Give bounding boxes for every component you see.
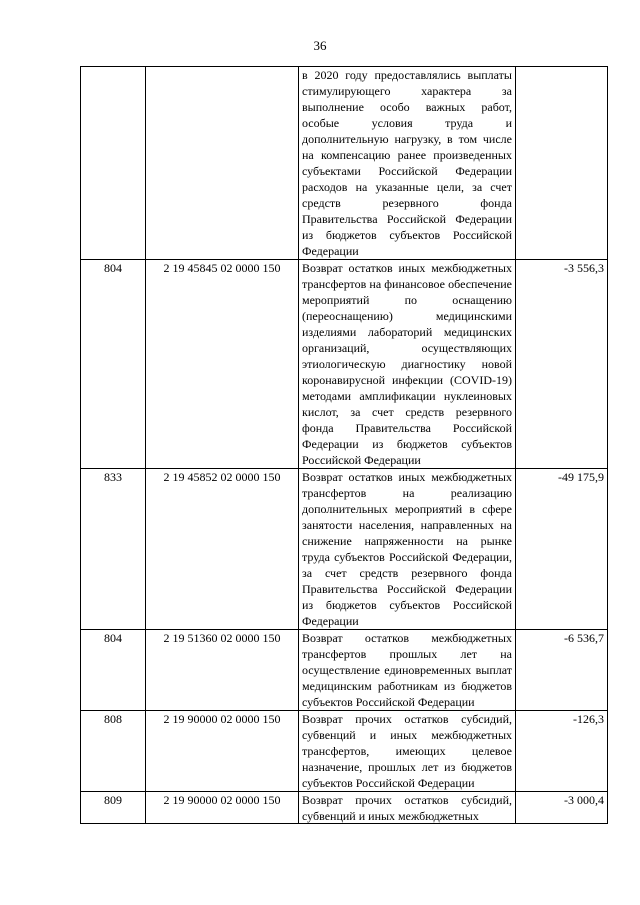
table-row	[81, 792, 608, 824]
amount-cell: -3 556,3	[516, 260, 608, 469]
page-number: 36	[313, 38, 327, 53]
table-row	[81, 67, 608, 260]
amount-cell: -3 000,4	[516, 792, 608, 824]
admin-code-cell: 833	[81, 469, 146, 630]
admin-code-cell: 804	[81, 630, 146, 711]
admin-code-cell: 809	[81, 792, 146, 824]
budget-classification-code-cell: 2 19 45845 02 0000 150	[146, 260, 299, 469]
revenue-name-cell	[299, 792, 516, 824]
admin-code-cell: 804	[81, 260, 146, 469]
admin-code-cell	[81, 67, 146, 260]
amount-cell: -49 175,9	[516, 469, 608, 630]
amount-cell: -6 536,7	[516, 630, 608, 711]
amount-cell: -126,3	[516, 711, 608, 792]
admin-code-cell: 808	[81, 711, 146, 792]
budget-table	[80, 66, 608, 824]
budget-classification-code-cell: 2 19 90000 02 0000 150	[146, 792, 299, 824]
revenue-name-cell: Возврат остатков межбюджетных трансфертов прошлых лет на осуществление единовременных выплат медицинским работникам из бюджетов субъектов Российской Федерации	[299, 630, 516, 711]
amount-cell	[516, 67, 608, 260]
revenue-name-cell: в 2020 году предоставлялись выплаты стимулирующего характера за выполнение особо важных работ, особые условия труда и дополнительную нагрузку, в том числе на компенсацию ранее произведенных субъектами Российской Федерации расходов на указанные цели, за счет средств резервного фонда Правительства Российской Федерации из бюджетов субъектов Российской Федерации	[299, 67, 516, 260]
revenue-name-cell: Возврат прочих остатков субсидий, субвенций и иных межбюджетных трансфертов, имеющих целевое назначение, прошлых лет из бюджетов субъектов Российской Федерации	[299, 711, 516, 792]
revenue-name-text: Возврат прочих остатков субсидий, субвенций и иных межбюджетных	[302, 793, 512, 823]
budget-classification-code-cell: 2 19 90000 02 0000 150	[146, 711, 299, 792]
budget-classification-code-cell: 2 19 45852 02 0000 150	[146, 469, 299, 630]
table-row	[81, 260, 608, 469]
table-row	[81, 469, 608, 630]
table-row	[81, 711, 608, 792]
revenue-name-cell: Возврат остатков иных межбюджетных трансфертов на финансовое обеспечение мероприятий по оснащению (переоснащению) медицинскими изделиями лабораторий медицинских организаций, осуществляющих этиологическую диагностику новой коронавирусной инфекции (COVID-19) методами амплификации нуклеиновых кислот, за счет средств резервного фонда Правительства Российской Федерации из бюджетов субъектов Российской Федерации	[299, 260, 516, 469]
table-row	[81, 630, 608, 711]
revenue-name-cell: Возврат остатков иных межбюджетных трансфертов на реализацию дополнительных мероприятий в сфере занятости населения, направленных на снижение напряженности на рынке труда субъектов Российской Федерации, за счет средств резервного фонда Правительства Российской Федерации из бюджетов субъектов Российской Федерации	[299, 469, 516, 630]
budget-classification-code-cell: 2 19 51360 02 0000 150	[146, 630, 299, 711]
budget-classification-code-cell	[146, 67, 299, 260]
